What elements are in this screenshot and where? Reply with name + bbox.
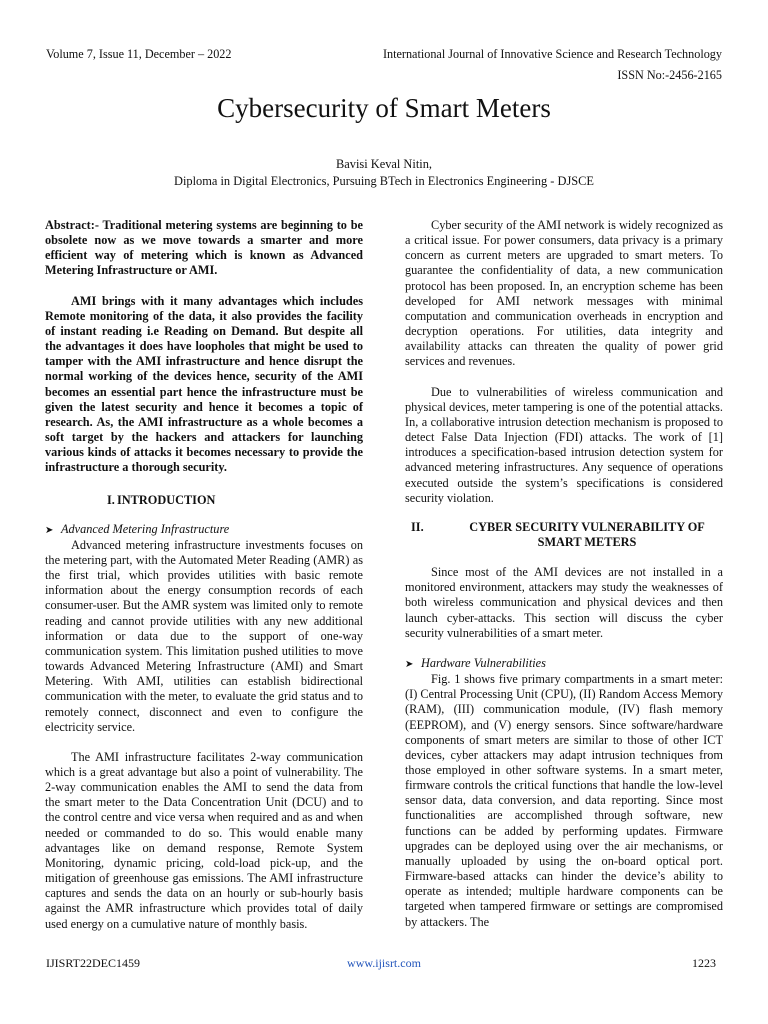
header-volume: Volume 7, Issue 11, December – 2022 xyxy=(46,47,232,61)
section-number: II. xyxy=(411,519,424,534)
footer-page-number: 1223 xyxy=(692,956,716,970)
section-number: I. xyxy=(107,492,115,507)
section-heading-vulnerability xyxy=(405,520,723,550)
paper-title: Cybersecurity of Smart Meters xyxy=(217,93,551,123)
subheading-ami xyxy=(45,522,363,538)
body-paragraph: Fig. 1 shows five primary compartments in a smart meter: (I) Central Processing Unit (CPU), (II) Random Access Memory (RAM), (III) communication module, (IV) flash memory (EEPROM), and (V) energy sensors. Since software/hardware components of smart meters are similar to those of other ICT devices, cyber attackers may adapt intrusion techniques from those employed in other software systems. In a smart meter, firmware controls the critical functions that handle the low-level sensor data, data conversion, and data reporting. Since most functionalities are accomplished through software, new functions can be added by performing updates. Firmware upgrades can be deployed using over the air mechanisms, or manually uploaded by using the on-board optical port. Firmware-based attacks can hinder the device’s ability to operate as intended; multiple hardware components can be targeted when tampered firmware or settings are compromised by attackers. The xyxy=(405,672,723,929)
arrow-bullet-icon: ➤ xyxy=(405,658,414,670)
abstract-paragraph-2: AMI brings with it many advantages which includes Remote monitoring of the data, it also provides the facility of instant reading i.e Reading on Demand. But despite all the advantages it does have loopholes that might be used to tamper with the AMI infrastructure and hence disrupt the normal working of the devices hence, security of the AMI becomes an essential part hence the infrastructure must be given the latest security and hence it becomes a topic of research. As, the AMI infrastructure as a whole becomes a soft target by the hackers and attackers for launching various kinds of attacks it becomes necessary to provide the infrastructure a thorough security. xyxy=(45,293,363,475)
section-title: CYBER SECURITY VULNERABILITY OF SMART METERS xyxy=(469,519,705,549)
author-block xyxy=(0,156,768,190)
author-name: Bavisi Keval Nitin, xyxy=(335,157,432,171)
footer-url-link[interactable]: www.ijisrt.com xyxy=(347,956,421,970)
header-issn: ISSN No:-2456-2165 xyxy=(617,68,722,82)
subheading-hardware xyxy=(405,656,723,672)
left-column xyxy=(45,218,363,932)
subheading-text: Hardware Vulnerabilities xyxy=(421,655,546,670)
arrow-bullet-icon: ➤ xyxy=(45,524,54,536)
right-column xyxy=(405,218,723,930)
author-affiliation: Diploma in Digital Electronics, Pursuing BTech in Electronics Engineering - DJSCE xyxy=(174,174,594,188)
section-title: INTRODUCTION xyxy=(117,492,216,507)
abstract-paragraph: Abstract:- Traditional metering systems are beginning to be obsolete now as we move towards a smarter and more efficient way of metering which is known as Advanced Metering Infrastructure or AMI. xyxy=(45,218,363,278)
body-paragraph: Since most of the AMI devices are not installed in a monitored environment, attackers may study the weaknesses of both wireless communication and physical devices and then launch cyber-attacks. This section will discuss the cyber security vulnerabilities of a smart meter. xyxy=(405,565,723,640)
footer-paper-code: IJISRT22DEC1459 xyxy=(46,956,140,970)
body-paragraph: Advanced metering infrastructure investments focuses on the metering part, with the Automated Meter Reading (AMR) as the first trial, which provides utilities with basic remote information about the energy consumption records of each consumer-user. But the AMR system was limited only to remote reading and cannot provide utilities with any new additional information or data due to the support of one-way communication system. This limitation pushed utilities to move towards Advanced Metering Infrastructure (AMI) and Smart Metering. With AMI, utilities can establish bidirectional communication with the meter, to evaluate the grid status and to remotely connect, disconnect and even to configure the electricity service. xyxy=(45,537,363,734)
header-journal: International Journal of Innovative Science and Research Technology xyxy=(382,47,722,61)
body-paragraph: The AMI infrastructure facilitates 2-way communication which is a great advantage but also a point of vulnerability. The 2-way communication enables the AMI to send the data from the smart meter to the Data Concentration Unit (DCU) and to the control centre and vice versa when required and as and when needed or commanded to do so. This would enable many advantages like on demand response, Remote System Monitoring, dynamic pricing, cold-load pick-up, and the mitigation of greenhouse gas emissions. The AMI infrastructure captures and sends the data on an hourly or sub-hourly basis against the AMR infrastructure which provides total of daily used energy on a cumulative nature of monthly basis. xyxy=(45,749,363,931)
subheading-text: Advanced Metering Infrastructure xyxy=(61,521,230,536)
section-heading-introduction xyxy=(45,493,363,508)
body-paragraph: Due to vulnerabilities of wireless communication and physical devices, meter tampering is one of the potential attacks. In, a collaborative intrusion detection mechanism is proposed to detect False Data Injection (FDI) attacks. The work of [1] introduces a specification-based intrusion detection system for advanced metering infrastructures. Any sequence of operations executed outside the system’s specifications is considered security violation. xyxy=(405,384,723,505)
body-paragraph: Cyber security of the AMI network is widely recognized as a critical issue. For power consumers, data privacy is a primary concern as current meters are upgraded to smart meters. To guarantee the confidentiality of data, a new communication protocol has been proposed. In, an encryption scheme has been developed for AMI network messages with minimal computation and communication overheads in encryption and decryption operations. For utilities, data integrity and availability attacks can threaten the quality of power grid services and revenues. xyxy=(405,218,723,369)
